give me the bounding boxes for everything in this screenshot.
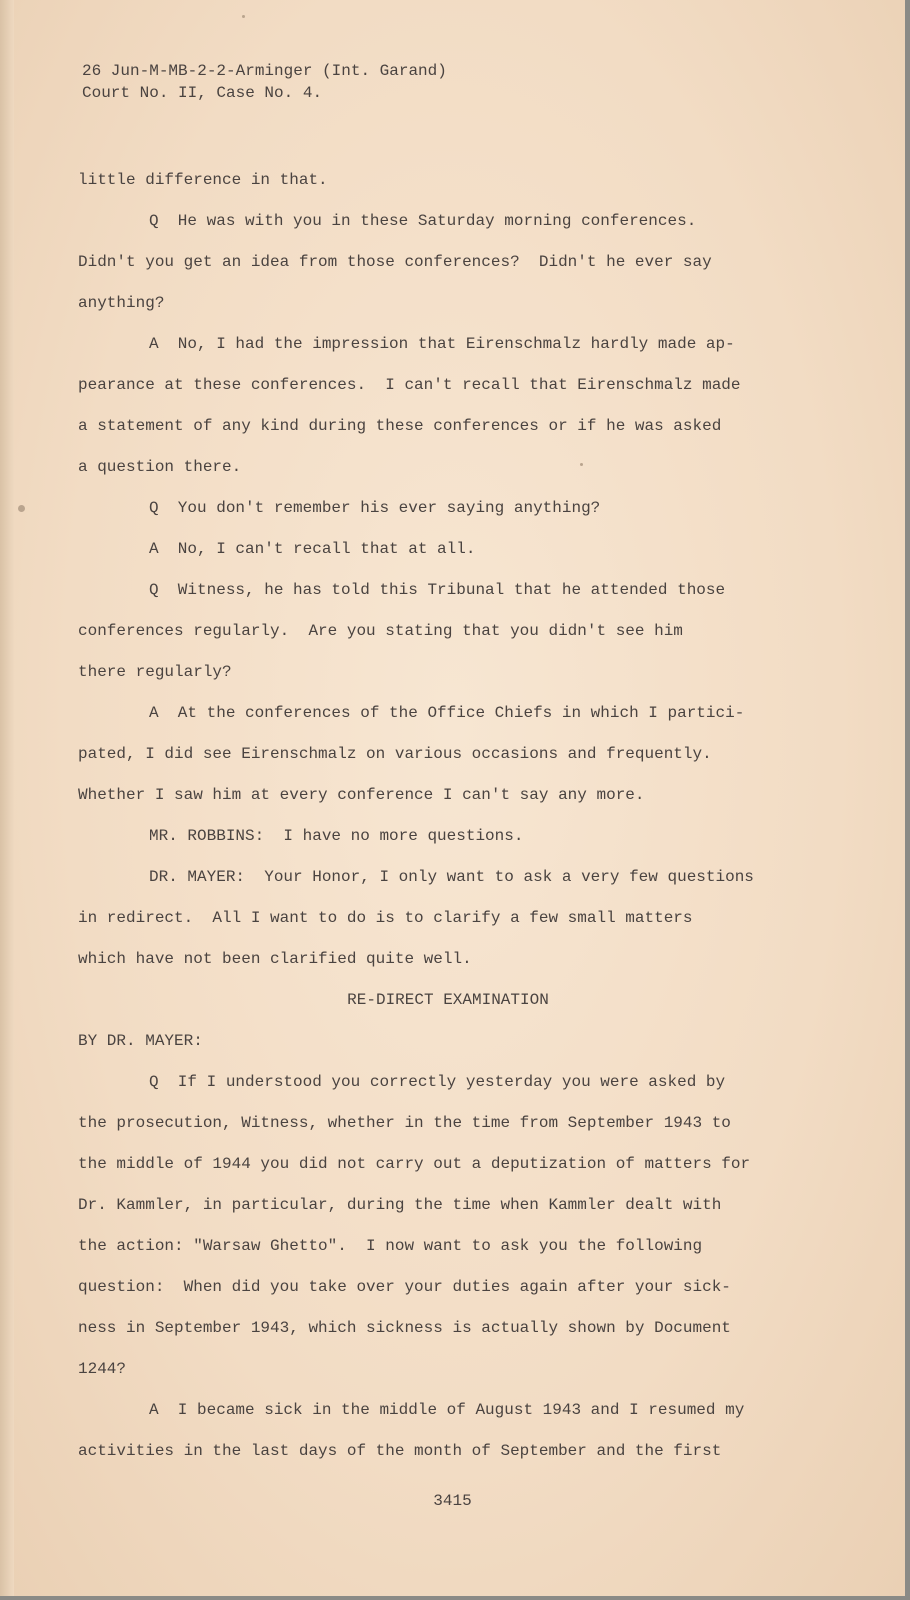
transcript-line: anything? (78, 294, 165, 312)
transcript-line: A No, I had the impression that Eirenschmalz hardly made ap- (149, 335, 735, 353)
transcript-line: the action: "Warsaw Ghetto". I now want to ask you the following (78, 1237, 703, 1255)
transcript-line: there regularly? (78, 663, 232, 681)
page-edge (0, 0, 14, 1596)
transcript-line: the middle of 1944 you did not carry out a deputization of matters for (78, 1155, 751, 1173)
transcript-line: a statement of any kind during these conferences or if he was asked (78, 417, 722, 435)
paper-speck (18, 505, 25, 512)
transcript-line: Q If I understood you correctly yesterday you were asked by (149, 1073, 726, 1091)
transcript-line: Q You don't remember his ever saying anything? (149, 499, 601, 517)
transcript-line: activities in the last days of the month of September and the first (78, 1442, 722, 1460)
transcript-line: pearance at these conferences. I can't recall that Eirenschmalz made (78, 376, 741, 394)
transcript-line: conferences regularly. Are you stating that you didn't see him (78, 622, 683, 640)
transcript-line: a question there. (78, 458, 242, 476)
transcript-line: DR. MAYER: Your Honor, I only want to ask a very few questions (149, 868, 754, 886)
transcript-line: in redirect. All I want to do is to clarify a few small matters (78, 909, 693, 927)
transcript-line: Didn't you get an idea from those conferences? Didn't he ever say (78, 253, 712, 271)
header-line-2: Court No. II, Case No. 4. (82, 84, 323, 102)
transcript-line: 1244? (78, 1360, 127, 1378)
examiner-label: BY DR. MAYER: (78, 1032, 203, 1050)
transcript-line: little difference in that. (78, 171, 328, 189)
paper-speck (242, 15, 245, 18)
transcript-line: A No, I can't recall that at all. (149, 540, 476, 558)
page-number: 3415 (433, 1492, 472, 1510)
header-line-1: 26 Jun-M-MB-2-2-Arminger (Int. Garand) (82, 62, 447, 80)
transcript-line: question: When did you take over your duties again after your sick- (78, 1278, 731, 1296)
transcript-line: pated, I did see Eirenschmalz on various occasions and frequently. (78, 745, 712, 763)
transcript-line: MR. ROBBINS: I have no more questions. (149, 827, 524, 845)
transcript-line: Dr. Kammler, in particular, during the time when Kammler dealt with (78, 1196, 722, 1214)
transcript-body (78, 160, 818, 1472)
transcript-line: the prosecution, Witness, whether in the time from September 1943 to (78, 1114, 731, 1132)
section-heading: RE-DIRECT EXAMINATION (347, 991, 549, 1009)
transcript-line: Whether I saw him at every conference I can't say any more. (78, 786, 645, 804)
transcript-line: A I became sick in the middle of August 1943 and I resumed my (149, 1401, 745, 1419)
transcript-line: Q He was with you in these Saturday morning conferences. (149, 212, 697, 230)
transcript-line: which have not been clarified quite well. (78, 950, 472, 968)
document-header (82, 60, 447, 104)
transcript-line: A At the conferences of the Office Chiefs in which I partici- (149, 704, 745, 722)
transcript-line: Q Witness, he has told this Tribunal that he attended those (149, 581, 726, 599)
transcript-line: ness in September 1943, which sickness is actually shown by Document (78, 1319, 731, 1337)
